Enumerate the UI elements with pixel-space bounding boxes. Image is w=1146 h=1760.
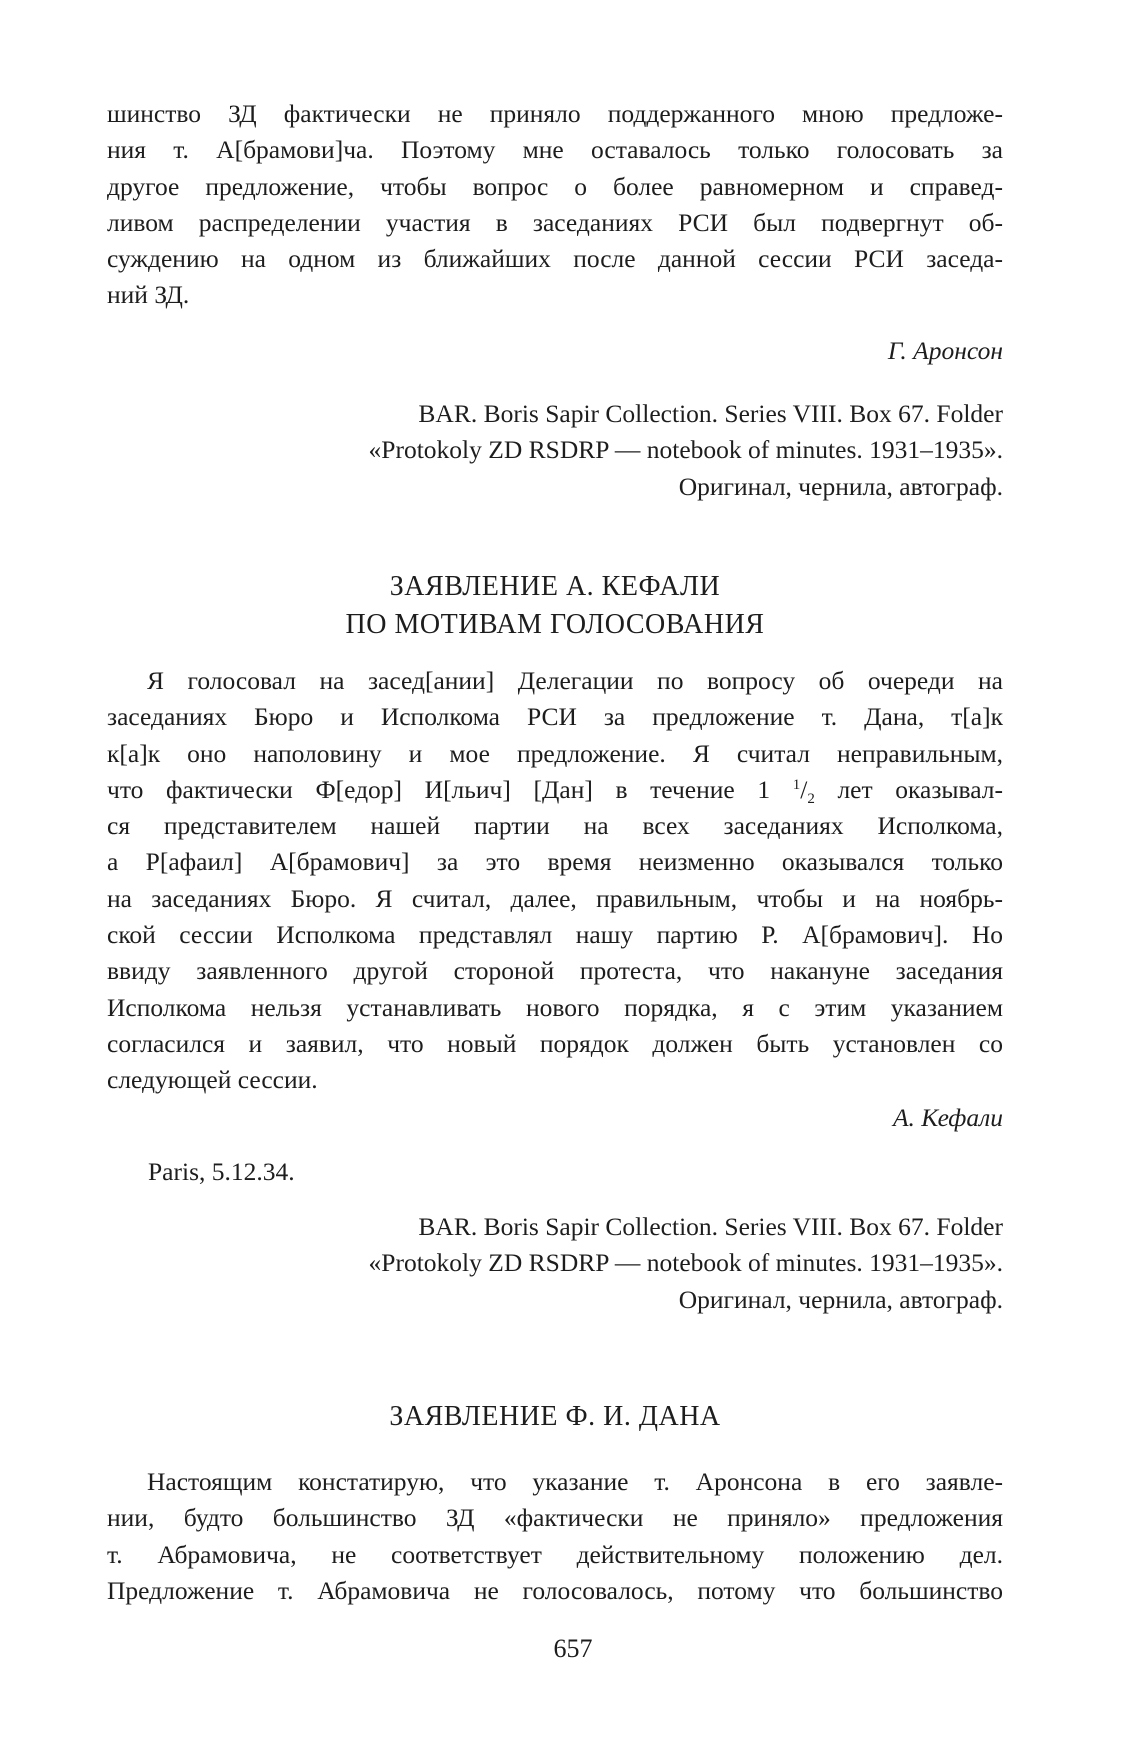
text-line: другое предложение, чтобы вопрос о более равномерном и справед- [107, 171, 1003, 201]
text-line-with-fraction: что фактически Ф[едор] И[льич] [Дан] в течение 1 $^1/_2$ лет оказывал- [107, 774, 1003, 807]
text-line: заседаниях Бюро и Исполкома РСИ за предложение т. Дана, т[а]к [107, 702, 1003, 732]
source-line: Оригинал, чернила, автограф. [678, 471, 1003, 501]
heading-line: ЗАЯВЛЕНИЕ Ф. И. ДАНА [389, 1401, 721, 1432]
source-line: BAR. Boris Sapir Collection. Series VIII. Box 67. Folder [418, 1212, 1003, 1241]
text-line: суждению на одном из ближайших после данной сессии РСИ заседа- [107, 244, 1003, 274]
text-line: ний ЗД. [107, 280, 190, 310]
archival-source-note [303, 1209, 1003, 1318]
text-line: Исполкома нельзя устанавливать нового порядка, я с этим указанием [107, 992, 1003, 1022]
source-line: BAR. Boris Sapir Collection. Series VIII. Box 67. Folder [418, 399, 1003, 428]
text-line: следующей сессии. [107, 1065, 318, 1095]
signature-aronson: Г. Аронсон [887, 336, 1003, 365]
fraction-denominator: 2 [807, 790, 815, 807]
text-fragment: лет оказывал- [837, 774, 1003, 804]
text-line: ливом распределении участия в заседаниях РСИ был подвергнут об- [107, 207, 1003, 237]
page-number: 657 [553, 1634, 593, 1663]
text-line: а Р[афаил] А[брамович] за это время неизменно оказывался только [107, 847, 1003, 877]
text-line: согласился и заявил, что новый порядок должен быть установлен со [107, 1028, 1003, 1058]
text-line: ся представителем нашей партии на всех заседаниях Исполкома, [107, 811, 1003, 841]
archival-source-note [303, 396, 1003, 505]
paragraph-aronson-statement [107, 96, 1003, 314]
text-line: на заседаниях Бюро. Я считал, далее, правильным, чтобы и на ноябрь- [107, 883, 1003, 913]
heading-line: ПО МОТИВАМ ГОЛОСОВАНИЯ [345, 609, 765, 640]
text-line: ввиду заявленного другой стороной протеста, что накануне заседания [107, 956, 1003, 986]
signature-kefali: А. Кефали [892, 1103, 1003, 1132]
dateline: Paris, 5.12.34. [148, 1157, 295, 1186]
paragraph-kefali-statement [107, 663, 1003, 1099]
text-fragment: что фактически Ф[едор] И[льич] [Дан] в течение 1 [107, 774, 771, 804]
source-line: «Protokoly ZD RSDRP — notebook of minutes. 1931–1935». [368, 435, 1003, 465]
section-heading-dan [107, 1398, 1003, 1436]
text-line: к[а]к оно наполовину и мое предложение. Я считал неправильным, [107, 738, 1003, 768]
text-line: Настоящим констатирую, что указание т. Аронсона в его заявле- [147, 1467, 1003, 1496]
paragraph-dan-statement [107, 1464, 1003, 1609]
fraction-numerator: 1 [792, 776, 801, 793]
text-line: ния т. А[брамови]ча. Поэтому мне оставалось только голосовать за [107, 135, 1003, 165]
text-line: Предложение т. Абрамовича не голосовалось, потому что большинство [107, 1575, 1003, 1605]
section-heading-kefali [107, 568, 1003, 644]
text-line: т. Абрамовича, не соответствует действительному положению дел. [107, 1539, 1003, 1569]
heading-line: ЗАЯВЛЕНИЕ А. КЕФАЛИ [389, 571, 721, 602]
source-line: «Protokoly ZD RSDRP — notebook of minutes. 1931–1935». [368, 1248, 1003, 1278]
text-line: Я голосовал на засед[ании] Делегации по вопросу об очереди на [147, 666, 1003, 695]
source-line: Оригинал, чернила, автограф. [678, 1284, 1003, 1314]
text-line: нии, будто большинство ЗД «фактически не приняло» предложения [107, 1503, 1003, 1533]
text-line: ской сессии Исполкома представлял нашу партию Р. А[брамович]. Но [107, 920, 1003, 950]
text-line: шинство ЗД фактически не приняло поддержанного мною предложе- [107, 99, 1003, 128]
